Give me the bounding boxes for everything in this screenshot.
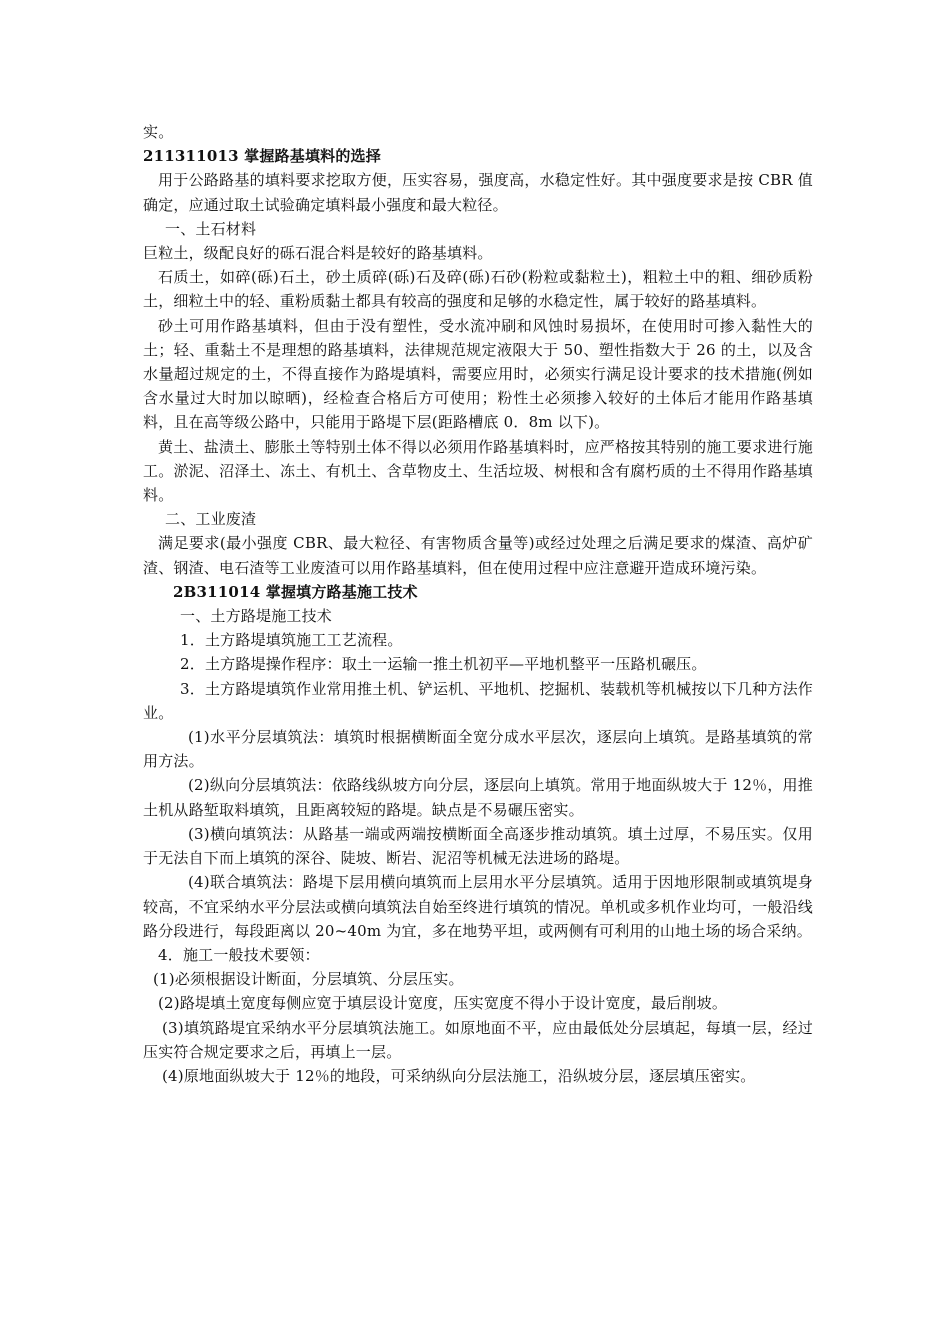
list-item: 3．土方路堤填筑作业常用推土机、铲运机、平地机、挖掘机、装载机等机械按以下几种方法作业。 xyxy=(143,679,813,722)
paragraph: 用于公路路基的填料要求挖取方便，压实容易，强度高，水稳定性好。其中强度要求是按 CBR 值确定，应通过取土试验确定填料最小强度和最大粒径。 xyxy=(143,171,813,214)
list-item: (1)必须根据设计断面，分层填筑、分层压实。 xyxy=(153,970,464,989)
paragraph-continuation: 实。 xyxy=(143,123,174,141)
section-heading-fill-subgrade: 2B311014 掌握填方路基施工技术 xyxy=(173,582,418,601)
list-item: (2)纵向分层填筑法：依路线纵坡方向分层，逐层向上填筑。常用于地面纵坡大于 12％，用推土机从路堑取料填筑，且距离较短的路堤。缺点是不易碾压密实。 xyxy=(143,776,813,819)
section-heading-fill-material: 211311013 掌握路基填料的选择 xyxy=(143,147,381,166)
list-item: 2．土方路堤操作程序：取土一运输一推土机初平—平地机整平一压路机碾压。 xyxy=(180,655,707,674)
list-item: (1)水平分层填筑法：填筑时根据横断面全宽分成水平层次，逐层向上填筑。是路基填筑的常用方法。 xyxy=(143,728,813,771)
document-body xyxy=(143,120,813,1088)
list-item: 4．施工一般技术要领： xyxy=(158,945,320,964)
paragraph: 黄土、盐渍土、膨胀土等特别土体不得以必须用作路基填料时，应严格按其特别的施工要求进行施工。淤泥、沼泽土、冻土、有机土、含草物皮土、生活垃圾、树根和含有腐朽质的土不得用作路基填料。 xyxy=(143,437,813,505)
paragraph: 石质土，如碎(砾)石土，砂土质碎(砾)石及碎(砾)石砂(粉粒或黏粒土)，粗粒土中的粗、细砂质粉土，细粒土中的轻、重粉质黏土都具有较高的强度和足够的水稳定性，属于较好的路基填料。 xyxy=(143,268,813,311)
paragraph: 砂土可用作路基填料，但由于没有塑性，受水流冲刷和风蚀时易损坏，在使用时可掺入黏性大的土；轻、重黏土不是理想的路基填料，法律规范规定液限大于 50、塑性指数大于 26 的土，以及含水量超过规定的土，不得直接作为路堤填料，需要应用时，必须实行满足设计要求的技术措施(例如含水量过大时加以晾晒)，经检查合格后方可使用；粉性土必须掺入较好的土体后才能用作路基填料，且在高等级公路中，只能用于路堤下层(距路槽底 0．8m 以下)。 xyxy=(143,316,813,432)
list-item: 1．土方路堤填筑施工工艺流程。 xyxy=(180,631,403,650)
subheading-industrial-waste: 二、工业废渣 xyxy=(165,510,257,529)
subheading-earth-embankment: 一、土方路堤施工技术 xyxy=(180,607,333,626)
subheading-soil-stone: 一、土石材料 xyxy=(165,219,257,238)
paragraph: 满足要求(最小强度 CBR、最大粒径、有害物质含量等)或经过处理之后满足要求的煤渣、高炉矿渣、钢渣、电石渣等工业废渣可以用作路基填料，但在使用过程中应注意避开造成环境污染。 xyxy=(143,534,813,577)
list-item: (4)原地面纵坡大于 12％的地段，可采纳纵向分层法施工，沿纵坡分层，逐层填压密实。 xyxy=(162,1066,756,1085)
list-item: (3)横向填筑法：从路基一端或两端按横断面全高逐步推动填筑。填土过厚，不易压实。仅用于无法自下而上填筑的深谷、陡坡、断岩、泥沼等机械无法进场的路堤。 xyxy=(143,824,813,868)
paragraph: 巨粒土，级配良好的砾石混合料是较好的路基填料。 xyxy=(143,244,493,263)
list-item: (4)联合填筑法：路堤下层用横向填筑而上层用水平分层填筑。适用于因地形限制或填筑堤身较高，不宜采纳水平分层法或横向填筑法自始至终进行填筑的情况。单机或多机作业均可，一般沿线路分段进行，每段距离以 20~40m 为宜，多在地势平坦，或两侧有可利用的山地土场的场合采纳。 xyxy=(143,873,813,940)
list-item: (3)填筑路堤宜采纳水平分层填筑法施工。如原地面不平，应由最低处分层填起，每填一层，经过压实符合规定要求之后，再填上一层。 xyxy=(143,1018,813,1061)
list-item: (2)路堤填土宽度每侧应宽于填层设计宽度，压实宽度不得小于设计宽度，最后削坡。 xyxy=(158,994,728,1013)
